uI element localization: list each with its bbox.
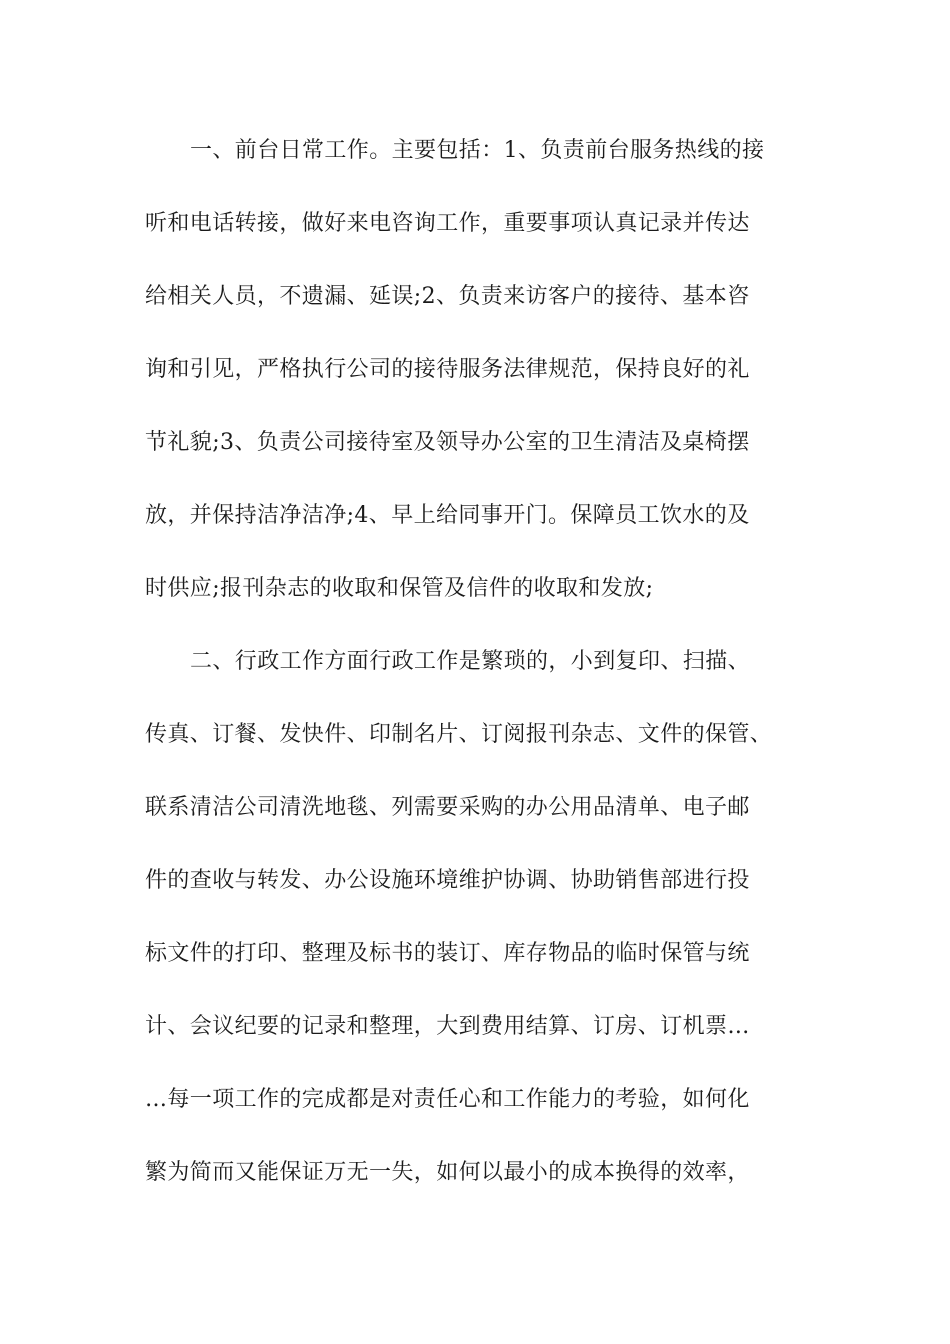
- paragraph-1-line-7: 时供应;报刊杂志的收取和保管及信件的收取和发放;: [145, 576, 654, 601]
- paragraph-1-line-1: 一、前台日常工作。主要包括：1、负责前台服务热线的接: [190, 138, 765, 163]
- paragraph-1-line-3: 给相关人员，不遗漏、延误;2、负责来访客户的接待、基本咨: [145, 284, 750, 309]
- paragraph-1-line-2: 听和电话转接，做好来电咨询工作，重要事项认真记录并传达: [145, 211, 750, 236]
- paragraph-1-line-4: 询和引见，严格执行公司的接待服务法律规范，保持良好的礼: [145, 357, 750, 382]
- paragraph-2-line-6: 计、会议纪要的记录和整理，大到费用结算、订房、订机票…: [145, 1014, 750, 1039]
- paragraph-2-line-5: 标文件的打印、整理及标书的装订、库存物品的临时保管与统: [145, 941, 750, 966]
- paragraph-2-line-3: 联系清洁公司清洗地毯、列需要采购的办公用品清单、电子邮: [145, 795, 750, 820]
- paragraph-2-line-1: 二、行政工作方面行政工作是繁琐的，小到复印、扫描、: [190, 649, 751, 674]
- paragraph-1-line-6: 放，并保持洁净洁净;4、早上给同事开门。保障员工饮水的及: [145, 503, 750, 528]
- paragraph-2-line-4: 件的查收与转发、办公设施环境维护协调、协助销售部进行投: [145, 868, 750, 893]
- paragraph-1-line-5: 节礼貌;3、负责公司接待室及领导办公室的卫生清洁及桌椅摆: [145, 430, 750, 455]
- paragraph-2-line-7: …每一项工作的完成都是对责任心和工作能力的考验，如何化: [145, 1087, 750, 1112]
- paragraph-2-line-8: 繁为简而又能保证万无一失，如何以最小的成本换得的效率，: [145, 1160, 750, 1185]
- paragraph-2-line-2: 传真、订餐、发快件、印制名片、订阅报刊杂志、文件的保管、: [145, 722, 773, 747]
